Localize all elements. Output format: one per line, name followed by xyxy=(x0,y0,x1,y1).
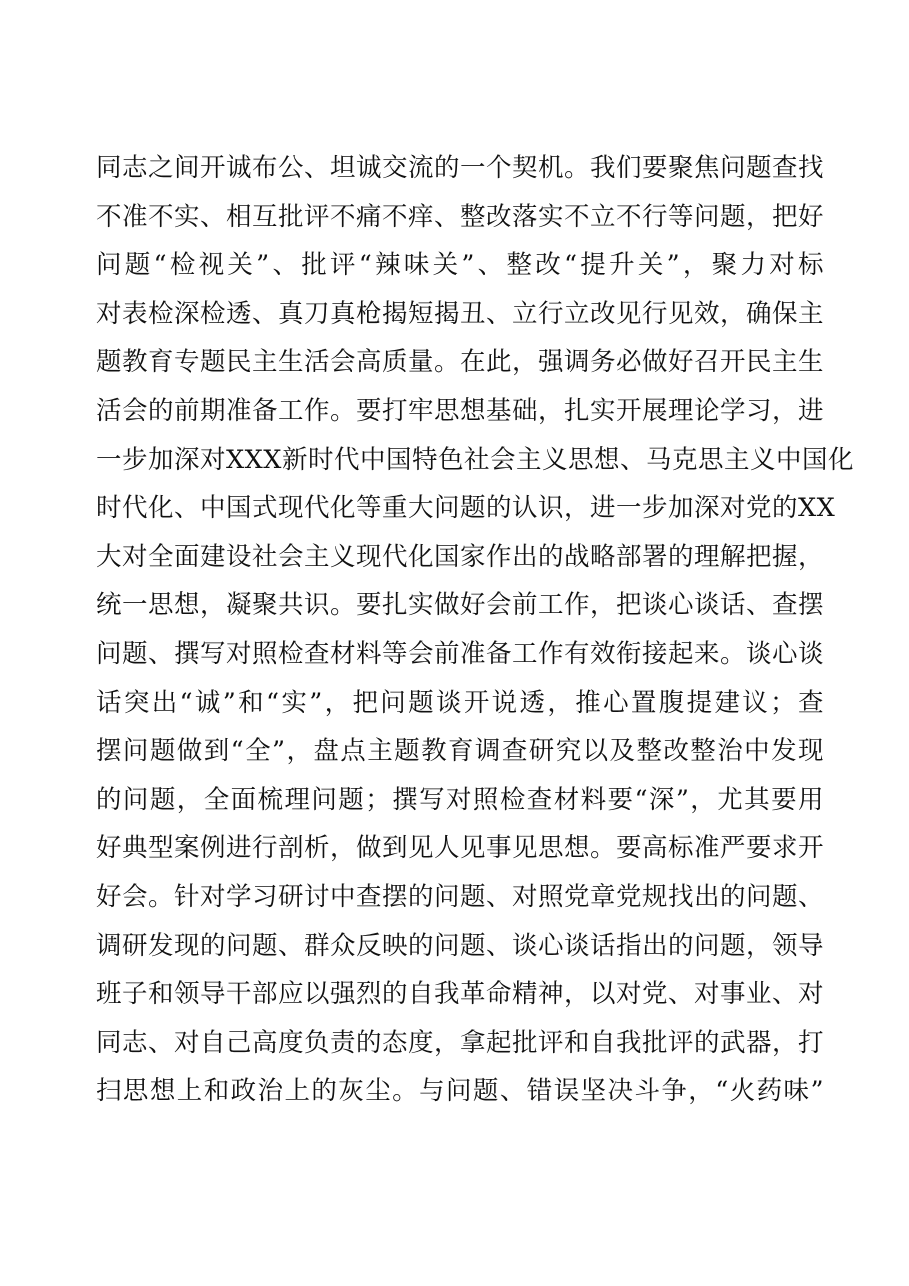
text-line: 扫思想上和政治上的灰尘。与问题、错误坚决斗争，“火药味” xyxy=(96,1076,824,1107)
text-line: 统一思想，凝聚共识。要扎实做好会前工作，把谈心谈话、查摆 xyxy=(96,590,825,621)
text-line: 同志、对自己高度负责的态度，拿起批评和自我批评的武器，打 xyxy=(96,1027,825,1058)
text-line: 同志之间开诚布公、坦诚交流的一个契机。我们要聚焦问题查找 xyxy=(96,153,825,183)
text-line: 调研发现的问题、群众反映的问题、谈心谈话指出的问题，领导 xyxy=(96,930,825,961)
text-line: 时代化、中国式现代化等重大问题的认识，进一步加深对党的XX xyxy=(96,493,836,524)
body-paragraph xyxy=(96,150,854,1122)
text-line: 题教育专题民主生活会高质量。在此，强调务必做好召开民主生 xyxy=(96,347,825,378)
text-line: 班子和领导干部应以强烈的自我革命精神，以对党、对事业、对 xyxy=(96,979,825,1010)
text-line: 的问题，全面梳理问题；撰写对照检查材料要“深”，尤其要用 xyxy=(96,784,824,815)
text-line: 大对全面建设社会主义现代化国家作出的战略部署的理解把握， xyxy=(96,541,825,572)
text-line: 好典型案例进行剖析，做到见人见事见思想。要高标准严要求开 xyxy=(96,833,825,864)
text-line: 话突出“诚”和“实”，把问题谈开说透，推心置腹提建议；查 xyxy=(96,687,824,718)
text-line: 不准不实、相互批评不痛不痒、整改落实不立不行等问题，把好 xyxy=(96,201,825,232)
text-line: 问题、撰写对照检查材料等会前准备工作有效衔接起来。谈心谈 xyxy=(96,638,825,669)
text-line: 问题“检视关”、批评“辣味关”、整改“提升关”，聚力对标 xyxy=(96,250,824,281)
text-line: 好会。针对学习研讨中查摆的问题、对照党章党规找出的问题、 xyxy=(96,881,825,912)
text-line: 摆问题做到“全”，盘点主题教育调查研究以及整改整治中发现 xyxy=(96,736,824,767)
text-line: 一步加深对XXX新时代中国特色社会主义思想、马克思主义中国化 xyxy=(96,444,854,475)
text-line: 对表检深检透、真刀真枪揭短揭丑、立行立改见行见效，确保主 xyxy=(96,298,825,329)
text-line: 活会的前期准备工作。要打牢思想基础，扎实开展理论学习，进 xyxy=(96,395,825,426)
